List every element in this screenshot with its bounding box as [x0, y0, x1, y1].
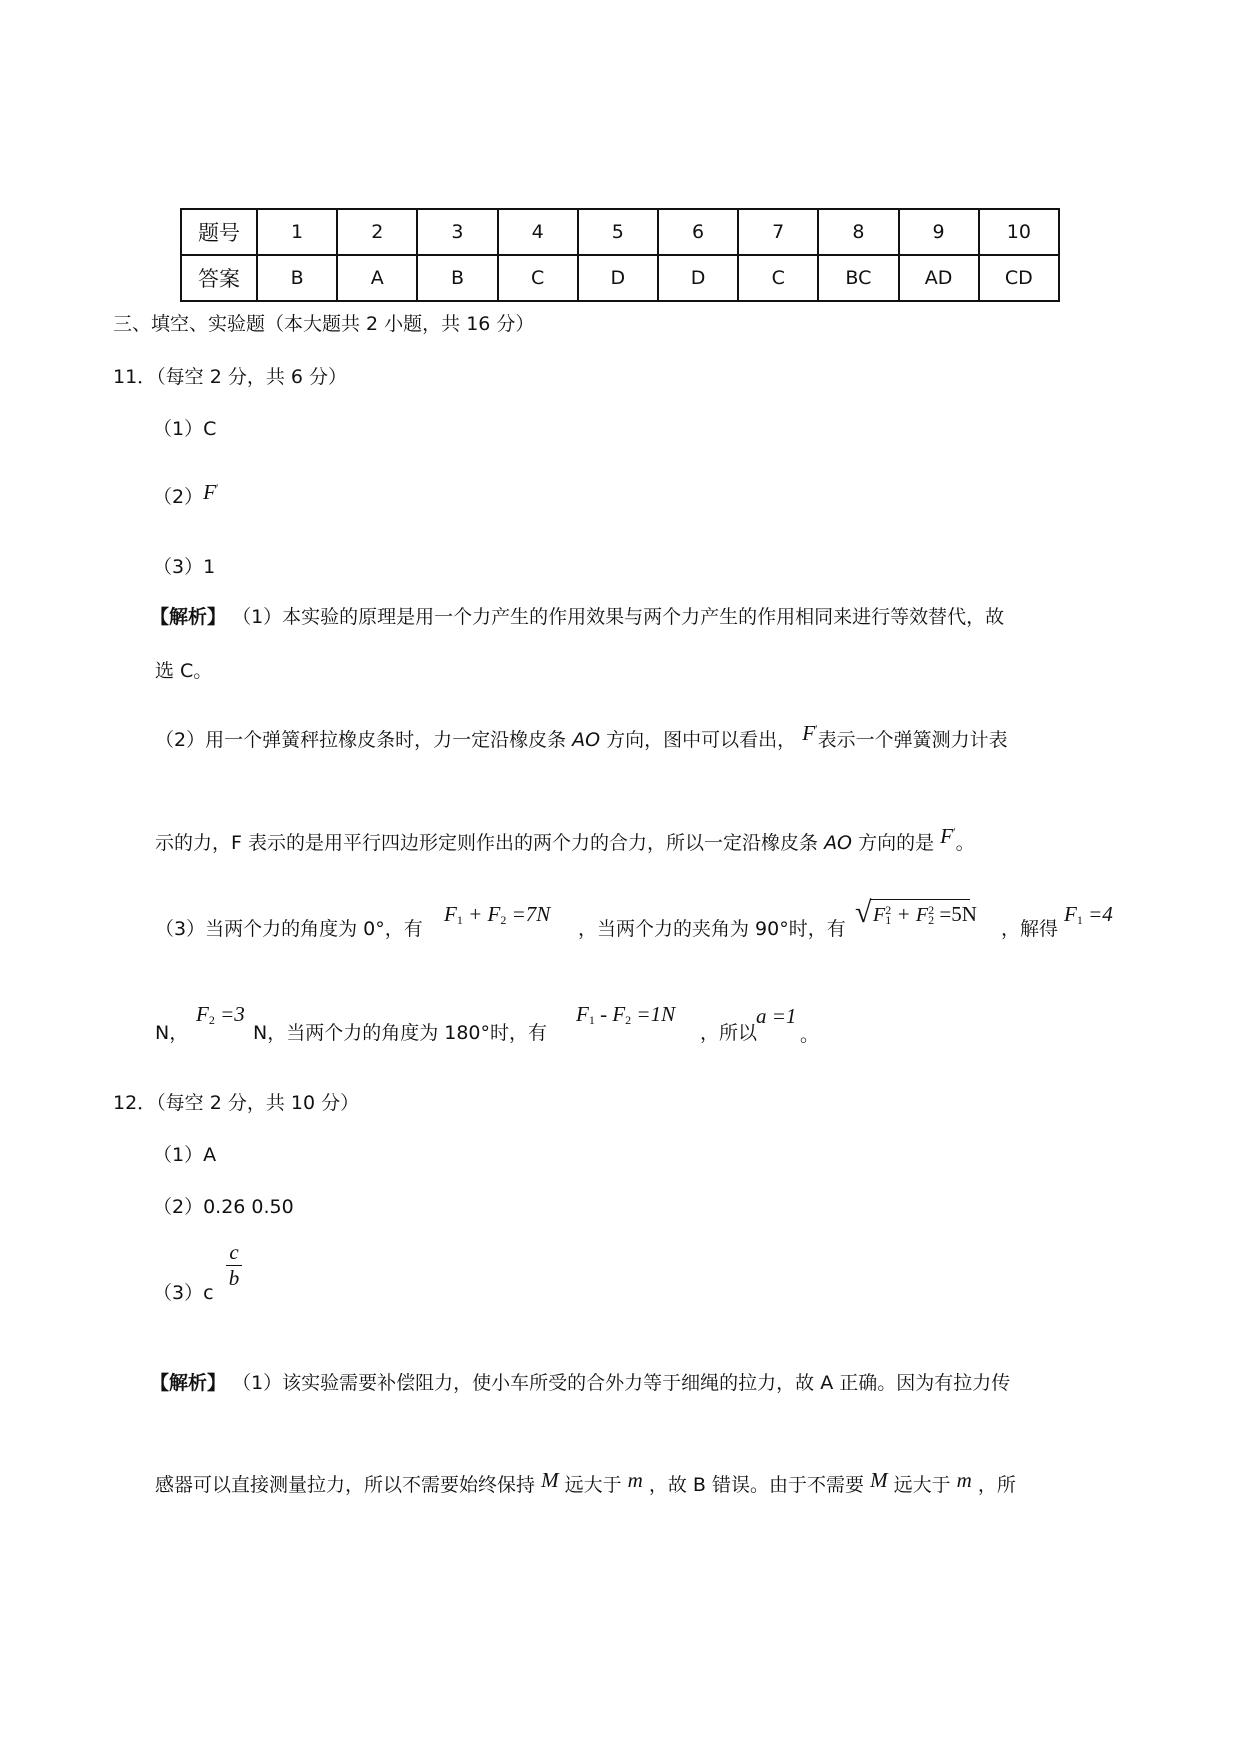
analysis-text: ，所以: [700, 1022, 758, 1044]
analysis-text: ，当两个力的夹角为 90°时，有: [578, 918, 846, 940]
math-expression: $F_2 =3$: [196, 1002, 245, 1027]
answer-table: [180, 208, 1060, 302]
fraction: [226, 1240, 242, 1291]
table-cell: 6: [658, 209, 738, 255]
table-cell: 1: [257, 209, 337, 255]
table-cell: 5: [578, 209, 658, 255]
math-expression: a =1: [756, 1004, 797, 1028]
analysis-tag: 【解析】: [150, 606, 227, 628]
math-symbol: M: [870, 1468, 888, 1492]
table-cell: 10: [979, 209, 1059, 255]
analysis-tag: 【解析】: [150, 1372, 227, 1394]
numerator: c: [229, 1240, 239, 1264]
math-symbol: M: [541, 1468, 559, 1492]
table-cell: 7: [738, 209, 818, 255]
table-header-cell: 答案: [181, 255, 257, 301]
analysis-text: 方向，图中可以看出，: [606, 729, 797, 751]
denominator: b: [228, 1266, 240, 1290]
table-cell: C: [738, 255, 818, 301]
analysis-text: ，所: [977, 1474, 1016, 1496]
table-cell: B: [257, 255, 337, 301]
analysis-text: ，解得: [1001, 918, 1059, 940]
answer-line: （3）1: [153, 556, 216, 578]
math-symbol: m: [627, 1468, 643, 1492]
table-cell: C: [498, 255, 578, 301]
table-cell: 2: [337, 209, 417, 255]
table-cell: 9: [899, 209, 979, 255]
analysis-line: [155, 1470, 1016, 1497]
question-heading: 11．（每空 2 分，共 6 分）: [113, 366, 348, 388]
sqrt-expression: √ $F_1^2 + F_2^2 =5N$: [855, 896, 977, 929]
answer-line: （2）0.26 0.50: [153, 1196, 294, 1218]
answer-line: （1）A: [153, 1144, 217, 1166]
table-cell: B: [417, 255, 497, 301]
analysis-text: （3）当两个力的角度为 0°，有: [155, 918, 423, 940]
analysis-text: ，故 B 错误。由于不需要: [648, 1474, 865, 1496]
table-row: [181, 209, 1059, 255]
analysis-text: （1）该实验需要补偿阻力，使小车所受的合外力等于细绳的拉力，故 A 正确。因为有拉力传: [232, 1372, 1011, 1394]
table-cell: D: [578, 255, 658, 301]
question-heading: 12．（每空 2 分，共 10 分）: [113, 1092, 360, 1114]
analysis-line: 选 C。: [155, 660, 213, 682]
analysis-text: （1）本实验的原理是用一个力产生的作用效果与两个力产生的作用相同来进行等效替代，故: [232, 606, 1005, 628]
math-symbol: AO: [572, 729, 601, 751]
math-symbol: m: [956, 1468, 972, 1492]
table-cell: D: [658, 255, 738, 301]
analysis-text: 表示一个弹簧测力计表: [817, 729, 1008, 751]
table-row: [181, 255, 1059, 301]
answer-line: （1）C: [153, 418, 217, 440]
table-cell: 8: [818, 209, 898, 255]
math-symbol: AO: [824, 832, 853, 854]
section-title: 三、填空、实验题（本大题共 2 小题，共 16 分）: [113, 313, 535, 335]
math-expression: $F_1 =4$: [1064, 902, 1113, 927]
math-symbol: F′: [203, 480, 219, 504]
math-expression: $F_1 + F_2 =7N$: [444, 902, 551, 927]
table-cell: 4: [498, 209, 578, 255]
analysis-line: [150, 602, 1004, 629]
analysis-text: 远大于: [564, 1474, 622, 1496]
analysis-text: 示的力，: [155, 832, 232, 854]
answer-prefix: （2）: [153, 486, 204, 508]
table-cell: CD: [979, 255, 1059, 301]
analysis-text: 远大于: [893, 1474, 951, 1496]
table-cell: A: [337, 255, 417, 301]
analysis-text: 方向的是: [858, 832, 935, 854]
analysis-text: N，当两个力的角度为 180°时，有: [253, 1022, 548, 1044]
math-expression: $F_1 - F_2 =1N$: [576, 1002, 676, 1027]
answer-line: （3）c: [153, 1282, 214, 1304]
table-cell: BC: [818, 255, 898, 301]
answer-line: [153, 482, 219, 509]
analysis-line: [150, 1368, 1010, 1395]
analysis-text: 感器可以直接测量拉力，所以不需要始终保持: [155, 1474, 536, 1496]
analysis-text: N，: [155, 1022, 189, 1044]
math-symbol: F′: [802, 721, 818, 745]
analysis-text: （2）用一个弹簧秤拉橡皮条时，力一定沿橡皮条: [155, 729, 567, 751]
table-header-cell: 题号: [181, 209, 257, 255]
math-symbol: F′: [940, 824, 956, 848]
table-cell: 3: [417, 209, 497, 255]
analysis-line: [155, 824, 975, 855]
analysis-text: 表示的是用平行四边形定则作出的两个力的合力，所以一定沿橡皮条: [248, 832, 819, 854]
analysis-text: 。: [800, 1024, 820, 1046]
analysis-line: [155, 721, 1008, 752]
math-symbol: F: [231, 832, 242, 854]
table-cell: AD: [899, 255, 979, 301]
analysis-text: 。: [955, 832, 975, 854]
